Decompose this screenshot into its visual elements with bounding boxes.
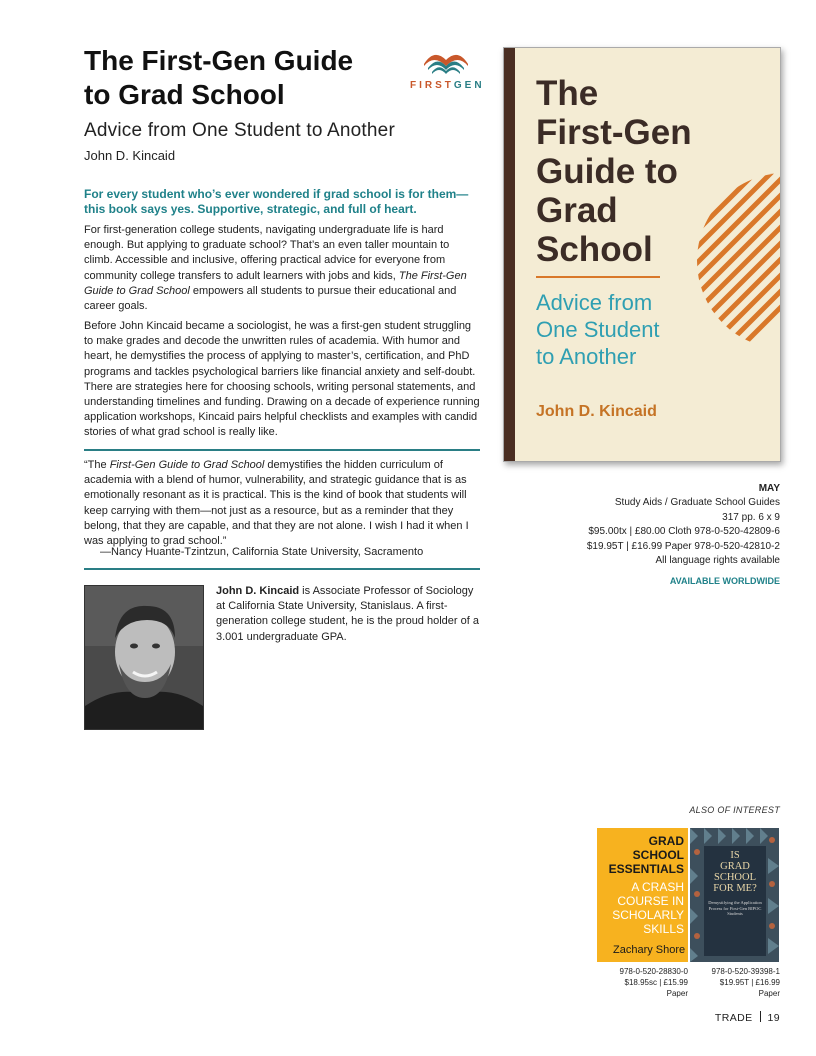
cover-title-line: Grad [536,191,618,230]
related-book-1-title-line: GRAD [648,834,684,848]
related-book-1-subtitle-line: A CRASH [631,880,684,894]
related-book-1-title-line: SCHOOL [632,848,684,862]
related-book-1-price: $18.95sc | £15.99 [624,978,688,987]
related-book-1-info [597,966,688,999]
author-photo [84,585,204,730]
related-book-2-title-line: FOR ME? [713,883,757,894]
quote-open: “The [84,459,110,471]
related-book-1-subtitle-line: COURSE IN [617,894,684,908]
related-book-1-subtitle-line: SCHOLARLY [612,908,684,922]
quote-book-title: First-Gen Guide to Grad School [109,459,265,471]
related-book-2-price: $19.95T | £16.99 [719,978,780,987]
cover-title-line: Guide to [536,152,678,191]
footer-divider [760,1011,761,1022]
cover-subtitle-line: Advice from [536,290,653,315]
page-footer [715,1011,780,1024]
related-book-2-isbn: 978-0-520-39398-1 [711,967,780,976]
related-book-1-title [609,834,684,876]
cover-title-line: The [536,74,599,113]
pub-cloth: $95.00tx | £80.00 Cloth 978-0-520-42809-6 [588,526,780,537]
also-of-interest-heading: ALSO OF INTEREST [689,805,780,815]
page-number: 19 [767,1012,780,1024]
cover-title [536,74,726,269]
book-title [84,44,404,112]
p1-text-b: empowers all students to pursue their educational and career goals. [84,284,457,313]
related-book-2-title [704,850,766,894]
related-book-cover-2[interactable] [690,828,779,962]
related-book-cover-1[interactable] [597,828,688,962]
pub-pages: 317 pp. 6 x 9 [722,511,780,523]
cover-subtitle-line: One Student [536,317,660,342]
pub-paper: $19.95T | £16.99 Paper 978-0-520-42810-2 [586,540,780,552]
cover-title-line: First-Gen [536,113,692,152]
firstgen-logo-text [410,80,485,91]
related-book-2-title-line: IS [730,850,740,861]
book-author: John D. Kincaid [84,148,176,163]
bio-name: John D. Kincaid [216,585,300,597]
related-book-2-format: Paper [758,989,780,998]
p1-book-title: The First-Gen Guide to Grad School [84,269,467,297]
logo-text-first: FIRST [410,80,454,91]
cover-subtitle [536,289,756,370]
pub-category: Study Aids / Graduate School Guides [614,497,780,508]
pub-month: MAY [758,483,780,494]
endorsement-quote [84,458,481,549]
related-book-2-info [690,966,780,999]
logo-text-gen: GEN [453,80,485,91]
cover-rule [536,276,660,278]
related-book-1-subtitle [612,880,684,936]
pub-details [587,496,780,569]
p1-text-a: For first-generation college students, navigating undergraduate life is hard enough. But applying to graduate school? That’s an even taller mountain to climb. Accessible and inclusive, offering practical advice for everyone from community college transfers to adult learners with jobs and kids, [84,224,450,282]
footer-section: TRADE [714,1012,753,1024]
book-cover [503,47,781,462]
divider-bottom [84,568,480,570]
divider-top [84,449,480,451]
lead-text: For every student who’s ever wondered if grad school is for them—this book says yes. Supportive, strategic, and full of heart. [84,187,469,216]
cover-author: John D. Kincaid [536,403,657,420]
author-portrait-icon [85,586,203,729]
quote-attribution: —Nancy Huante-Tzintzun, California State University, Sacramento [100,546,424,558]
related-book-1-title-line: ESSENTIALS [608,862,684,876]
quote-body: demystifies the hidden curriculum of academia with a blend of humor, vulnerability, and strategic guidance that is as emotionally resonant as it is practical. This is the kind of book that students will keep carrying with them—not just as a resource, but as a reminder that they belong, that they are capable, and that they are not alone. I wish I had it when I was applying to grad school.” [84,459,469,548]
availability: AVAILABLE WORLDWIDE [669,576,780,586]
related-book-2-title-line: GRAD [720,861,750,872]
cover-spine [504,48,515,461]
bio-text: is Associate Professor of Sociology at California State University, Stanislaus. A first-generation college student, he is the proud holder of a 3.001 undergraduate GPA. [216,585,479,643]
related-book-2-title-line: SCHOOL [713,872,756,883]
book-subtitle: Advice from One Student to Another [84,120,395,141]
related-book-1-author: Zachary Shore [613,944,686,956]
description-paragraph-1 [84,223,481,314]
description-paragraph-2: Before John Kincaid became a sociologist, he was a first-gen student struggling to make grades and decode the unwritten rules of academia. With humor and heart, he demystifies the process of applying to master’s, certification, and PhD programs and tackles psychological barriers like financial anxiety and self-doubt. There are strategies here for choosing schools, writing personal statements, and understanding timelines and funding. Drawing on a decade of experience running application workshops, Kincaid pairs helpful checklists and examples with candid stories of what grad school is really like. [84,320,480,439]
book-title-line-2: to Grad School [84,79,285,110]
related-book-1-isbn: 978-0-520-28830-0 [619,967,688,976]
related-book-2-subtitle: Demystifying the Application Process for First-Gen BIPOC Students [708,900,762,916]
author-bio [216,584,481,645]
pub-rights: All language rights available [655,555,780,566]
related-book-1-format: Paper [666,989,688,998]
book-title-line-1: The First-Gen Guide [84,45,354,76]
cover-title-line: School [536,230,653,269]
related-book-1-subtitle-line: SKILLS [643,922,684,936]
cover-subtitle-line: to Another [536,344,637,369]
